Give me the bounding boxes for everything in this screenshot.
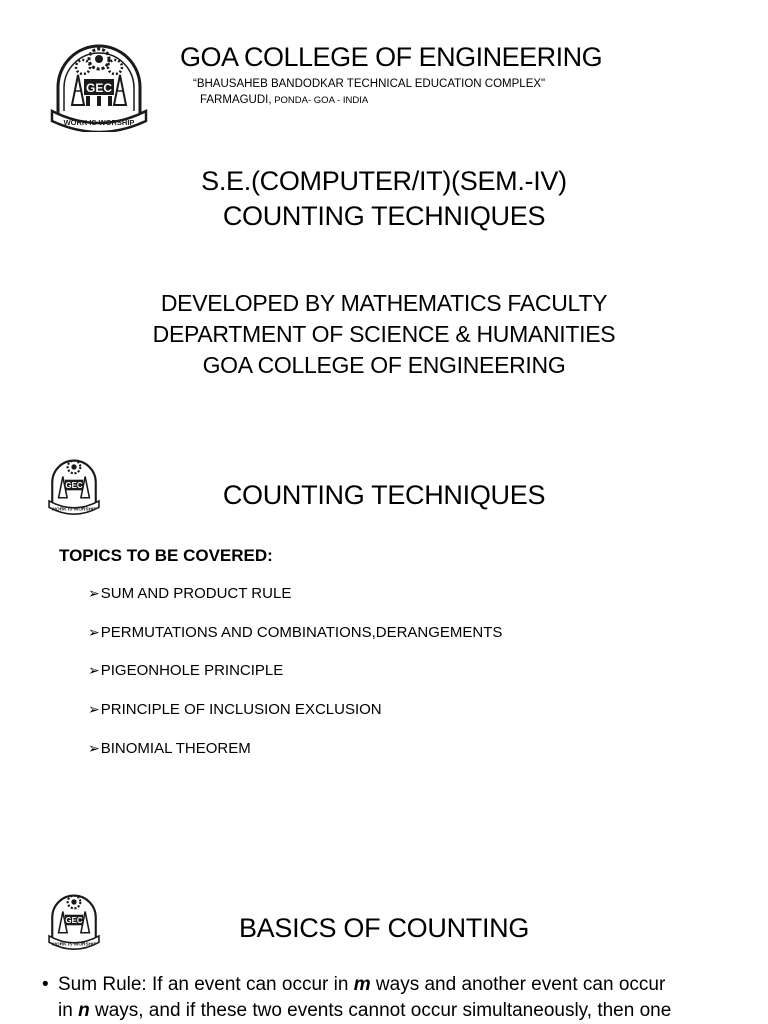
developer-block — [0, 288, 768, 381]
college-title: GOA COLLEGE OF ENGINEERING — [180, 42, 603, 72]
slide-title — [0, 0, 768, 430]
subject-title: COUNTING TECHNIQUES — [222, 201, 546, 231]
college-line: GOA COLLEGE OF ENGINEERING — [202, 352, 566, 378]
department-line: DEPARTMENT OF SCIENCE & HUMANITIES — [152, 321, 616, 347]
slide-title: BASICS OF COUNTING — [238, 913, 530, 943]
arrow-bullet-icon: ➢ — [88, 701, 100, 717]
svg-text:GEC: GEC — [65, 481, 83, 491]
college-address — [200, 94, 368, 106]
svg-text:WORK IS WORSHIP: WORK IS WORSHIP — [51, 942, 97, 948]
slide-title: COUNTING TECHNIQUES — [222, 480, 546, 510]
slide-topics — [0, 430, 768, 865]
college-logo-icon — [50, 37, 148, 132]
address-small: PONDA- GOA - INDIA — [271, 95, 369, 106]
slide-basics — [0, 865, 768, 1024]
arrow-bullet-icon: ➢ — [88, 740, 100, 756]
svg-text:WORK IS WORSHIP: WORK IS WORSHIP — [51, 507, 97, 513]
arrow-bullet-icon: ➢ — [88, 585, 100, 601]
topic-item: ➢PRINCIPLE OF INCLUSION EXCLUSION — [88, 701, 382, 718]
paragraph-line: in n ways, and if these two events cannot occur simultaneously, then one — [58, 1000, 672, 1021]
topic-item: ➢BINOMIAL THEOREM — [88, 740, 251, 757]
topics-heading: TOPICS TO BE COVERED: — [59, 546, 273, 565]
complex-name: “BHAUSAHEB BANDODKAR TECHNICAL EDUCATION COMPLEX" — [193, 78, 546, 90]
topic-item: ➢SUM AND PRODUCT RULE — [88, 585, 292, 602]
bullet-icon: • — [42, 974, 49, 995]
topic-item: ➢PERMUTATIONS AND COMBINATIONS,DERANGEMENTS — [88, 624, 503, 641]
address-main: FARMAGUDI, — [200, 94, 272, 106]
course-title: S.E.(COMPUTER/IT)(SEM.-IV) — [201, 166, 567, 196]
arrow-bullet-icon: ➢ — [88, 662, 100, 678]
svg-text:WORK IS WORSHIP: WORK IS WORSHIP — [63, 118, 135, 127]
svg-text:GEC: GEC — [85, 81, 113, 95]
svg-text:GEC: GEC — [65, 916, 83, 926]
developer-line: DEVELOPED BY MATHEMATICS FACULTY — [160, 290, 608, 316]
arrow-bullet-icon: ➢ — [88, 624, 100, 640]
topic-item: ➢PIGEONHOLE PRINCIPLE — [88, 662, 284, 679]
paragraph-line: Sum Rule: If an event can occur in m ways and another event can occur — [58, 974, 666, 995]
